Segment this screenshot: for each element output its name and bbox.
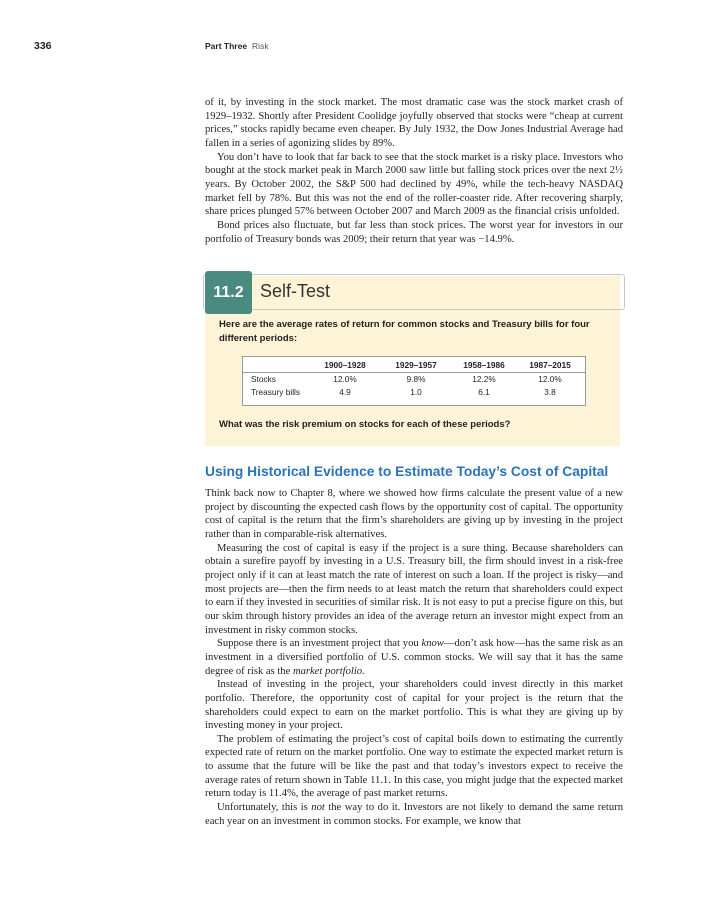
self-test-prompt: What was the risk premium on stocks for each of these periods? — [219, 419, 511, 430]
emphasis: know — [421, 638, 444, 650]
table-cell: 9.8% — [406, 374, 426, 384]
emphasis: market portfolio. — [292, 665, 365, 677]
running-head-section: Risk — [252, 41, 269, 51]
self-test-title: Self-Test — [260, 281, 331, 301]
row-label: Treasury bills — [251, 387, 301, 397]
intro-text — [205, 96, 623, 246]
paragraph: of it, by investing in the stock market. The most dramatic case was the stock market crash of 1929–1932. Shortly after President Coolidge joyfully observed that stocks were “cheap at current prices,” stocks rapidly became even cheaper. By July 1932, the Dow Jones Industrial Average had fallen in a series of agonizing slides by 89%. — [205, 97, 623, 149]
paragraph: Measuring the cost of capital is easy if the project is a sure thing. Because shareholders can obtain a surefire payoff by investing in a U.S. Treasury bill, the firm should invest in a risk-free project only if it can at least match the rate of interest on such a loan. If the project is risky—and most projects are—then the firm needs to at least match the return that shareholders could expect to earn if they invested in securities of similar risk. It is not easy to put a precise figure on this, but our skim through history provides an idea of the average return an investor might expect from an investment in risky common stocks. — [205, 542, 623, 636]
paragraph — [205, 801, 623, 828]
table-header-row — [243, 359, 585, 373]
emphasis: not — [311, 802, 325, 814]
paragraph: The problem of estimating the project’s cost of capital boils down to estimating the currently expected rate of return on the market portfolio. One way to estimate the expected market return is to assume that the future will be like the past and that today’s investors expect to receive the average rates of return shown in Table 11.1. In this case, you might judge that the expected market return today is 11.4%, the average of past market returns. — [205, 733, 623, 800]
text-run: the way to do it. Investors are not likely to demand the same return each year on an investment in common stocks. For example, we know that — [205, 802, 624, 827]
table-cell: 12.2% — [472, 374, 496, 384]
running-head-part: Part Three — [205, 41, 248, 51]
table-cell: 6.1 — [478, 387, 490, 397]
self-test-number: 11.2 — [205, 271, 252, 314]
paragraph: Bond prices also fluctuate, but far less than stock prices. The worst year for investors in our portfolio of Treasury bonds was 2009; their return that year was −14.9%. — [205, 219, 623, 245]
paragraph: Think back now to Chapter 8, where we showed how firms calculate the present value of a new project by discounting the expected cash flows by the opportunity cost of capital. The opportunity cost of capital is the return that the firm’s shareholders are giving up by investing in the project rather than in comparable-risk alternatives. — [205, 488, 623, 540]
text-run: Suppose there is an investment project that you — [217, 638, 422, 650]
column-header: 1900–1928 — [324, 360, 366, 370]
paragraph: Instead of investing in the project, your shareholders could invest directly in this market portfolio. Therefore, the opportunity cost of capital for your project is the return that the shareholders could expect to earn on the market portfolio. This is what they are giving up by investing money in your project. — [205, 679, 623, 732]
section-text — [205, 487, 623, 828]
section-heading: Using Historical Evidence to Estimate Today’s Cost of Capital — [205, 464, 609, 479]
returns-table — [242, 356, 586, 406]
paragraph — [205, 637, 623, 678]
table-row — [243, 386, 585, 398]
text-run: —don’t ask how—has the same risk as an investment in a diversified portfolio of U.S. common stocks. We will say that it has the same degree of risk as the — [205, 638, 623, 677]
paragraph: You don’t have to look that far back to see that the stock market is a risky place. Investors who bought at the stock market peak in March 2000 saw little but falling stock prices over the next 2½ years. By October 2002, the S&P 500 had declined by 49%, while the tech-heavy NASDAQ market fell by 78%. But this was not the end of the roller-coaster ride. After recovering sharply, share prices plunged 57% between October 2007 and March 2009 as the financial crisis unfolded. — [205, 151, 623, 218]
table-cell: 4.9 — [339, 387, 351, 397]
table-cell: 1.0 — [410, 387, 422, 397]
table-cell: 12.0% — [538, 374, 562, 384]
column-header: 1929–1957 — [395, 360, 437, 370]
table-cell: 3.8 — [544, 387, 556, 397]
self-test-question: Here are the average rates of return for common stocks and Treasury bills for four different periods: — [219, 319, 590, 344]
column-header: 1958–1986 — [463, 360, 505, 370]
row-label: Stocks — [251, 374, 276, 384]
running-head — [205, 41, 269, 51]
table-cell: 12.0% — [333, 374, 357, 384]
page-number: 336 — [34, 40, 52, 52]
text-run: Unfortunately, this is — [217, 802, 312, 814]
table-row — [243, 373, 585, 385]
column-header: 1987–2015 — [529, 360, 571, 370]
self-test-box — [205, 276, 620, 446]
